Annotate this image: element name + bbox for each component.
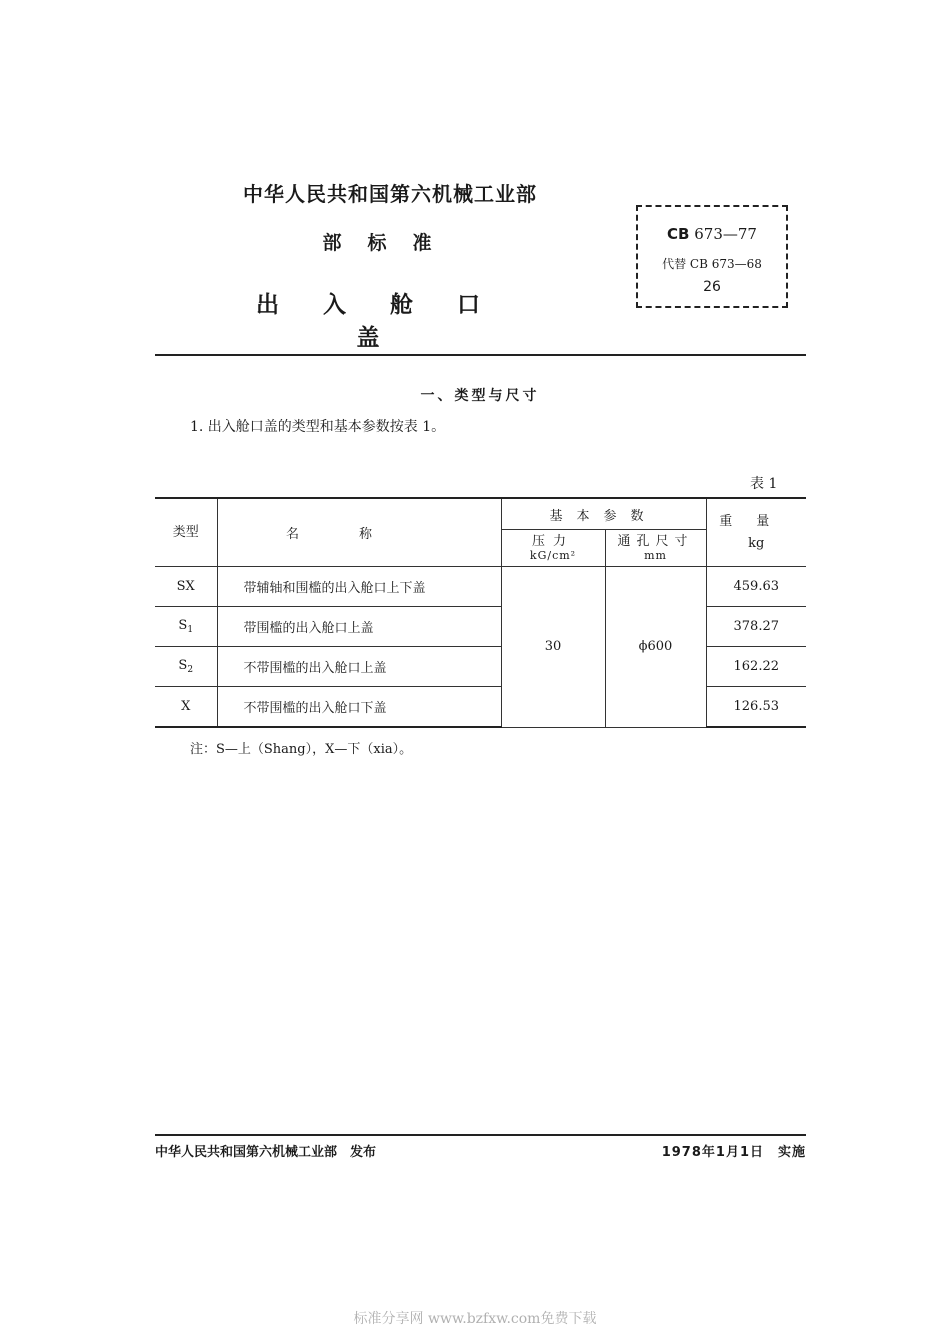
shared-bore-value: ϕ600 [605,567,706,728]
row-name: 不带围槛的出入舱口下盖 [217,687,501,728]
table-caption: 表 1 [750,476,778,492]
header-pressure: 压力 kG/cm² [501,530,605,567]
row-weight: 162.22 [706,647,806,687]
watermark: 标准分享网 www.bzfxw.com免费下载 [353,1311,597,1327]
standard-code [638,225,786,243]
row-type: X [155,687,217,728]
standard-code-prefix: CB [667,225,690,243]
standard-number-box [636,205,788,308]
ministry-name: 中华人民共和国第六机械工业部 [243,182,537,206]
row-weight: 126.53 [706,687,806,728]
effective-date: 1978年1月1日 实施 [661,1145,806,1160]
document-title: 出入舱口盖 [256,292,524,351]
row-weight: 459.63 [706,567,806,607]
replaces-standard: 代替 CB 673—68 [662,257,762,271]
header-weight: 重量 kg [706,498,806,567]
header-name: 名称 [217,498,501,567]
row-name: 不带围槛的出入舱口上盖 [217,647,501,687]
row-type: SX [155,567,217,607]
row-name: 带围槛的出入舱口上盖 [217,607,501,647]
table-note: 注：S—上（Shang），X—下（xia）。 [190,742,413,757]
row-type: $S_1$ [155,607,217,647]
header-type: 类型 [155,498,217,567]
standard-page-number: 26 [703,279,721,295]
header-basic-params: 基本参数 [501,498,706,530]
parameters-table [155,497,806,728]
footer-divider [155,1134,806,1136]
row-type: $S_2$ [155,647,217,687]
section-heading: 一、类型与尺寸 [420,388,540,404]
header-bore: 通孔尺寸 mm [605,530,706,567]
shared-pressure-value: 30 [501,567,605,728]
department-standard-label: 部标准 [322,232,458,254]
header-divider [155,354,806,356]
section-paragraph: 1. 出入舱口盖的类型和基本参数按表 1。 [190,419,446,435]
row-name: 带辅轴和围槛的出入舱口上下盖 [217,567,501,607]
issuer: 中华人民共和国第六机械工业部 发布 [155,1145,377,1160]
standard-code-number: 673—77 [694,225,757,243]
row-weight: 378.27 [706,607,806,647]
